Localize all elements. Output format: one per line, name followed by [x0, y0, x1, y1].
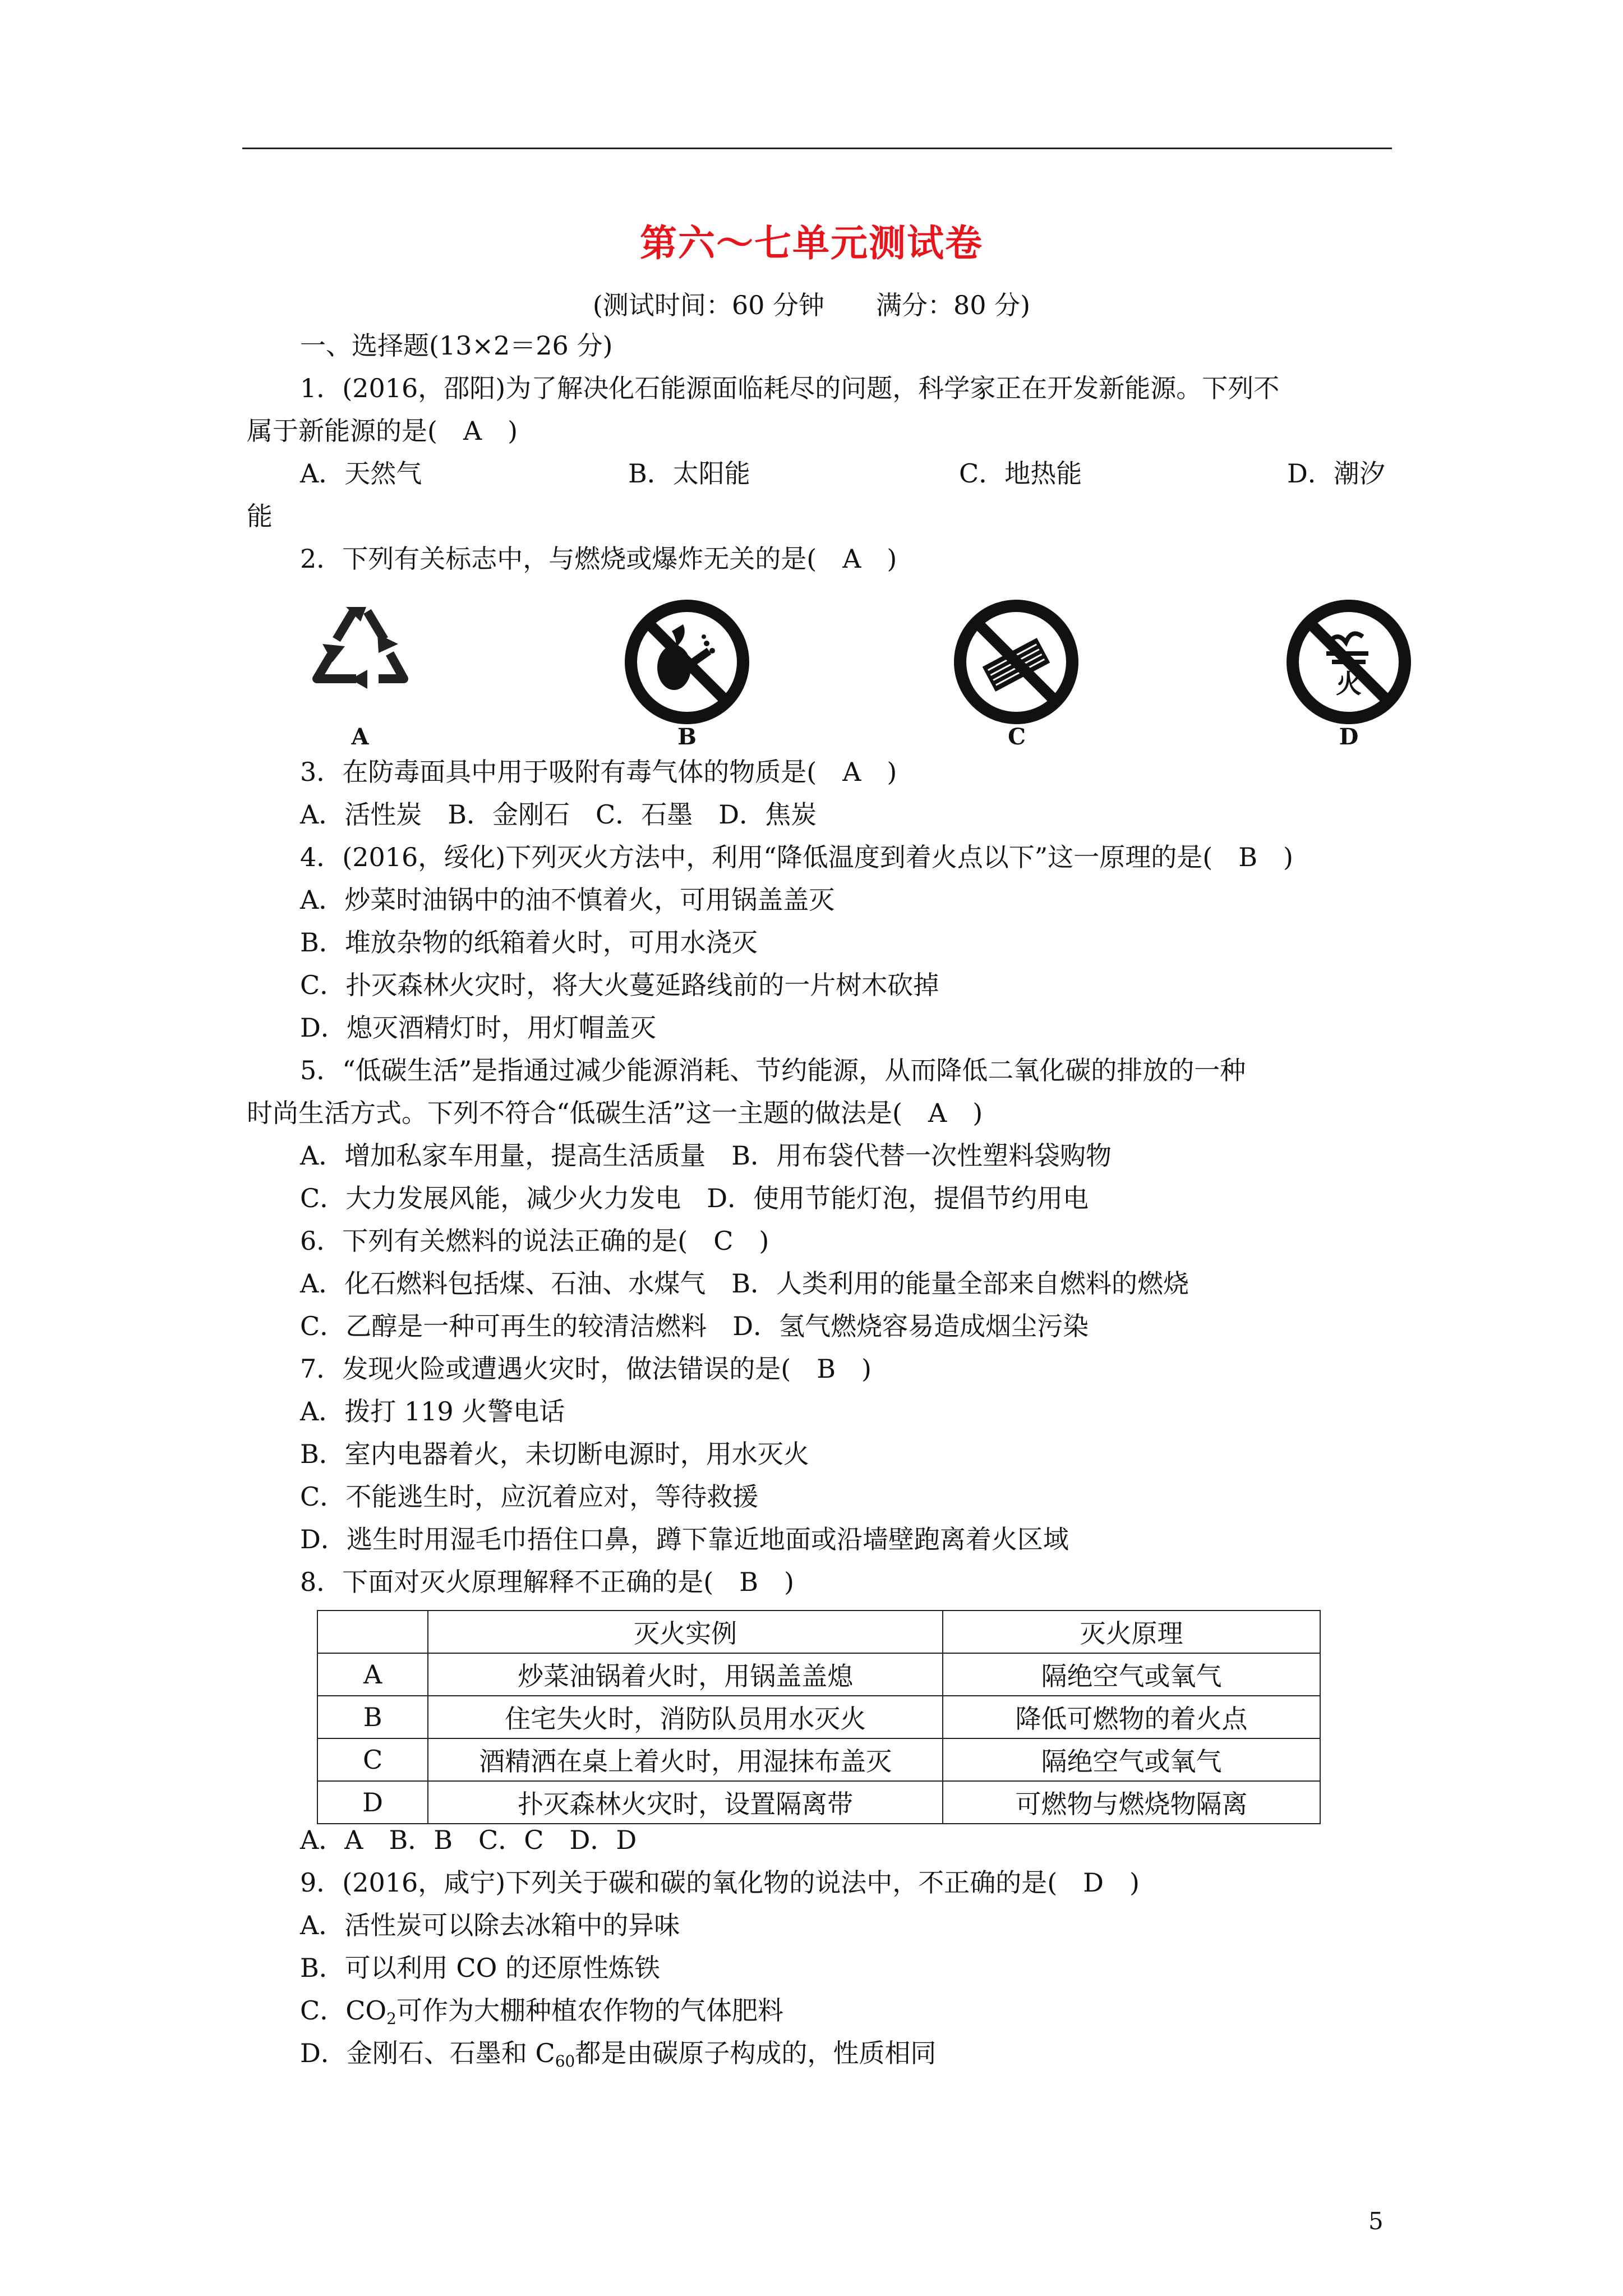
question-9: 9．(2016，咸宁)下列关于碳和碳的氧化物的说法中，不正确的是( D ): [300, 1867, 1140, 1898]
sign-label-b: B: [677, 724, 697, 750]
no-fire-icon: [1284, 597, 1413, 726]
page-title: 第六～七单元测试卷: [640, 222, 983, 265]
q1-option-d: D．潮汐: [1287, 458, 1385, 489]
q1-option-c: C．地热能: [959, 458, 1082, 489]
fire-principle-table: [317, 1610, 1321, 1824]
table-cell: 炒菜油锅着火时，用锅盖盖熄: [428, 1653, 943, 1696]
table-cell: 隔绝空气或氧气: [943, 1653, 1320, 1696]
no-fireworks-icon: [623, 597, 751, 726]
table-cell: 酒精洒在桌上着火时，用湿抹布盖灭: [428, 1738, 943, 1781]
q7-option-d: D．逃生时用湿毛巾捂住口鼻，蹲下靠近地面或沿墙壁跑离着火区域: [300, 1524, 1069, 1554]
page-number: 5: [1368, 2207, 1384, 2235]
q9-option-c-post: 可作为大棚种植农作物的气体肥料: [396, 1995, 783, 2026]
table-cell: C: [317, 1738, 428, 1781]
q8-options: A．A B．B C．C D．D: [300, 1825, 637, 1855]
q9-option-c-pre: C．CO: [300, 1995, 387, 2026]
q5-options-cd: C．大力发展风能，减少火力发电 D．使用节能灯泡，提倡节约用电: [300, 1183, 1089, 1213]
no-fire-sign-text: 火: [1336, 669, 1362, 699]
question-3: 3．在防毒面具中用于吸附有毒气体的物质是( A ): [300, 757, 897, 787]
table-cell: 隔绝空气或氧气: [943, 1738, 1320, 1781]
q1-option-a: A．天然气: [300, 458, 422, 489]
q9-option-c: [300, 1994, 783, 2036]
question-7: 7．发现火险或遭遇火灾时，做法错误的是( B ): [300, 1354, 872, 1384]
question-4: 4．(2016，绥化)下列灭火方法中，利用“降低温度到着火点以下”这一原理的是( B ): [300, 842, 1293, 872]
sign-label-c: C: [1008, 724, 1026, 750]
table-header-row: [317, 1611, 1320, 1653]
table-cell: 扑灭森林火灾时，设置隔离带: [428, 1781, 943, 1824]
q1-option-b: B．太阳能: [628, 458, 750, 489]
question-8: 8．下面对灭火原理解释不正确的是( B ): [300, 1567, 794, 1597]
q4-option-c: C．扑灭森林火灾时，将大火蔓延路线前的一片树木砍掉: [300, 970, 939, 1000]
q9-option-d: [300, 2036, 936, 2078]
question-1-cont: 属于新能源的是( A ): [247, 416, 518, 446]
q9-option-d-post: 都是由碳原子构成的，性质相同: [575, 2038, 937, 2068]
table-cell: 住宅失火时，消防队员用水灭火: [428, 1696, 943, 1738]
table-cell: 可燃物与燃烧物隔离: [943, 1781, 1320, 1824]
q9-option-c-sub: 2: [386, 2009, 396, 2028]
table-cell: 降低可燃物的着火点: [943, 1696, 1320, 1738]
q3-options: A．活性炭 B．金刚石 C．石墨 D．焦炭: [300, 799, 817, 830]
section-heading: 一、选择题(13×2＝26 分): [300, 330, 613, 361]
recycle-icon: [300, 595, 418, 712]
q1-option-d-wrap: 能: [247, 501, 273, 531]
table-cell: B: [317, 1696, 428, 1738]
q4-option-d: D．熄灭酒精灯时，用灯帽盖灭: [300, 1013, 656, 1043]
table-cell: D: [317, 1781, 428, 1824]
no-matches-icon: [952, 597, 1081, 726]
header-rule: [242, 148, 1392, 149]
q5-options-ab: A．增加私家车用量，提高生活质量 B．用布袋代替一次性塑料袋购物: [300, 1140, 1112, 1171]
question-1: 1．(2016，邵阳)为了解决化石能源面临耗尽的问题，科学家正在开发新能源。下列不: [300, 373, 1280, 403]
test-info: (测试时间：60 分钟 满分：80 分): [592, 290, 1031, 320]
table-row: [317, 1781, 1320, 1824]
q9-option-b: B．可以利用 CO 的还原性炼铁: [300, 1953, 660, 1983]
sign-label-d: D: [1339, 724, 1359, 750]
table-header: [317, 1611, 428, 1653]
q9-option-d-pre: D．金刚石、石墨和 C: [300, 2038, 555, 2068]
question-5: 5．“低碳生活”是指通过减少能源消耗、节约能源，从而降低二氧化碳的排放的一种: [300, 1055, 1246, 1085]
question-6: 6．下列有关燃料的说法正确的是( C ): [300, 1226, 769, 1256]
q4-option-a: A．炒菜时油锅中的油不慎着火，可用锅盖盖灭: [300, 885, 835, 915]
q7-option-c: C．不能逃生时，应沉着应对，等待救援: [300, 1481, 759, 1512]
q4-option-b: B．堆放杂物的纸箱着火时，可用水浇灭: [300, 927, 758, 958]
table-header: 灭火原理: [943, 1611, 1320, 1653]
table-row: [317, 1653, 1320, 1696]
question-2: 2．下列有关标志中，与燃烧或爆炸无关的是( A ): [300, 544, 897, 574]
table-header: 灭火实例: [428, 1611, 943, 1653]
q6-options-cd: C．乙醇是一种可再生的较清洁燃料 D．氢气燃烧容易造成烟尘污染: [300, 1311, 1089, 1341]
question-5-cont: 时尚生活方式。下列不符合“低碳生活”这一主题的做法是( A ): [247, 1098, 983, 1128]
q7-option-b: B．室内电器着火，未切断电源时，用水灭火: [300, 1439, 809, 1469]
table-row: [317, 1738, 1320, 1781]
q9-option-a: A．活性炭可以除去冰箱中的异味: [300, 1910, 680, 1940]
q6-options-ab: A．化石燃料包括煤、石油、水煤气 B．人类利用的能量全部来自燃料的燃烧: [300, 1268, 1189, 1299]
q9-option-d-sub: 60: [555, 2052, 575, 2070]
q7-option-a: A．拨打 119 火警电话: [300, 1396, 565, 1427]
sign-label-a: A: [351, 724, 369, 750]
table-row: [317, 1696, 1320, 1738]
table-cell: A: [317, 1653, 428, 1696]
